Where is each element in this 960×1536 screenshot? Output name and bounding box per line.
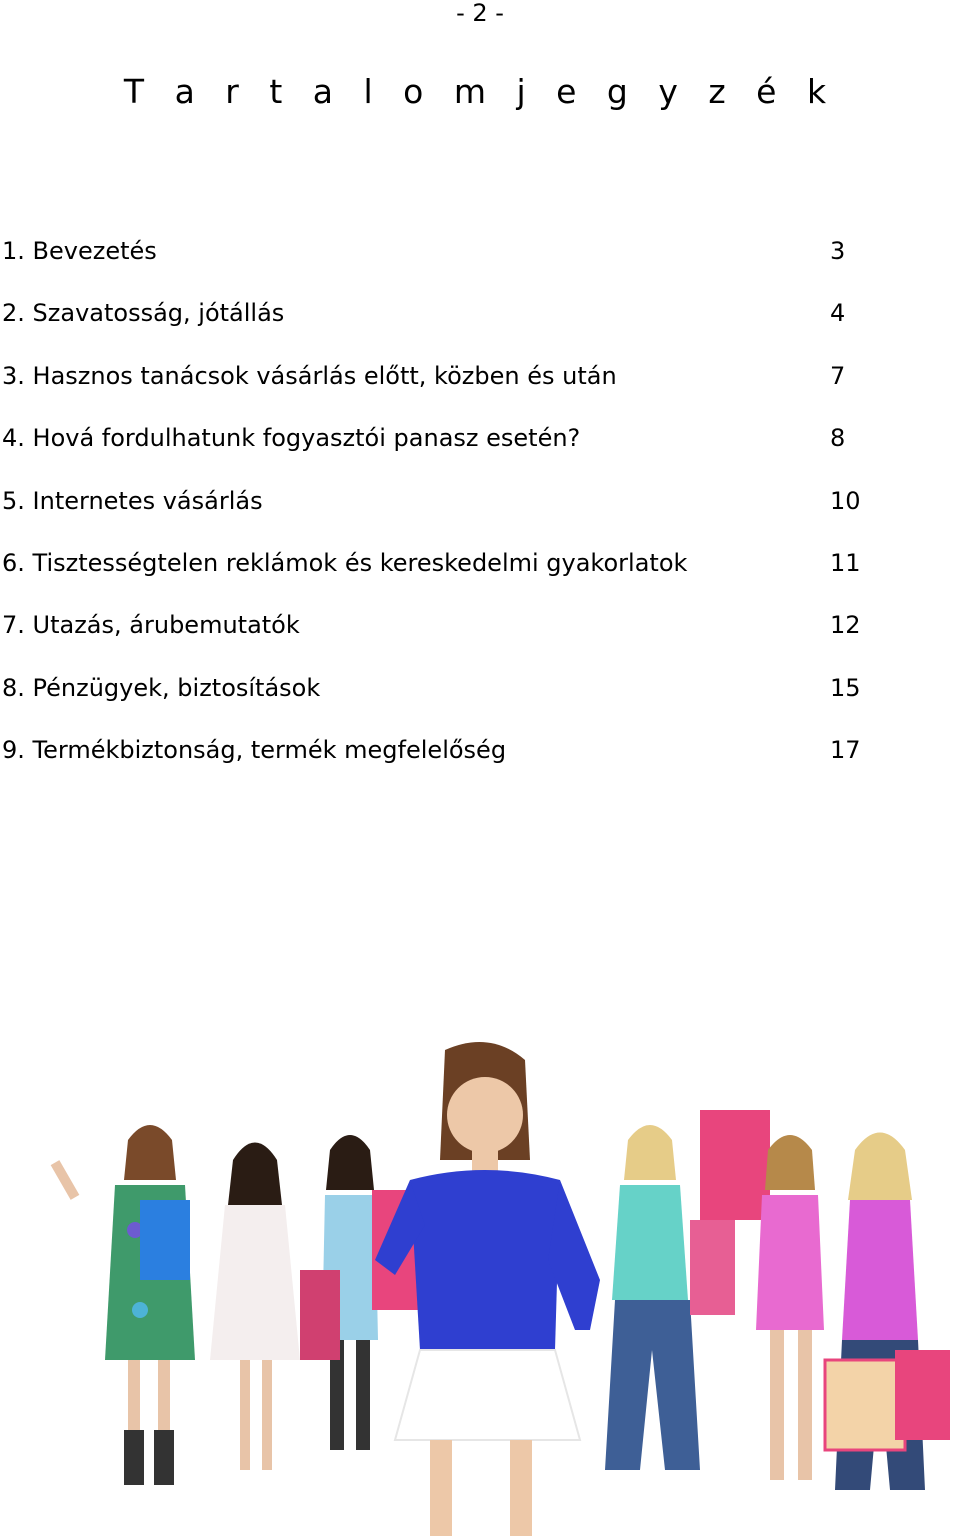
toc-entry-label: 7. Utazás, árubemutatók <box>2 611 300 640</box>
toc-entry[interactable] <box>2 359 902 421</box>
toc-entry[interactable] <box>2 421 902 483</box>
toc-entry-page: 11 <box>830 548 861 577</box>
toc-entry[interactable] <box>2 671 902 733</box>
page-number: - 2 - <box>456 0 504 27</box>
toc-list <box>2 234 902 796</box>
shopping-women-photo <box>0 1030 960 1536</box>
toc-entry[interactable] <box>2 608 902 670</box>
toc-entry[interactable] <box>2 546 902 608</box>
toc-title: T a r t a l o m j e g y z é k <box>123 72 837 111</box>
toc-entry-page: 15 <box>830 673 861 702</box>
toc-entry[interactable] <box>2 733 902 795</box>
toc-entry-page: 4 <box>830 299 846 328</box>
shopping-bag <box>300 1270 340 1360</box>
toc-entry[interactable] <box>2 296 902 358</box>
shopping-bag <box>895 1350 950 1440</box>
toc-entry-label: 1. Bevezetés <box>2 237 157 265</box>
shopping-bag <box>690 1220 735 1315</box>
toc-entry-label: 2. Szavatosság, jótállás <box>2 299 285 328</box>
toc-entry-page: 17 <box>830 736 861 765</box>
shopping-bag <box>140 1200 190 1280</box>
toc-entry-page: 7 <box>830 361 846 390</box>
toc-entry-label: 8. Pénzügyek, biztosítások <box>2 673 321 702</box>
shopping-bag <box>825 1360 905 1450</box>
toc-entry-page: 12 <box>830 611 861 640</box>
toc-entry-label: 6. Tisztességtelen reklámok és kereskedelmi gyakorlatok <box>2 548 688 577</box>
toc-entry-label: 4. Hová fordulhatunk fogyasztói panasz esetén? <box>2 424 581 453</box>
toc-entry-page: 8 <box>830 424 846 453</box>
toc-entry[interactable] <box>2 484 902 546</box>
toc-entry-page: 10 <box>830 486 861 515</box>
shopping-bag <box>700 1110 770 1220</box>
toc-entry[interactable] <box>2 234 902 296</box>
toc-entry-label: 3. Hasznos tanácsok vásárlás előtt, közben és után <box>2 361 617 390</box>
toc-entry-page: 3 <box>830 237 846 265</box>
toc-entry-label: 9. Termékbiztonság, termék megfelelőség <box>2 736 507 765</box>
toc-entry-label: 5. Internetes vásárlás <box>2 486 263 515</box>
